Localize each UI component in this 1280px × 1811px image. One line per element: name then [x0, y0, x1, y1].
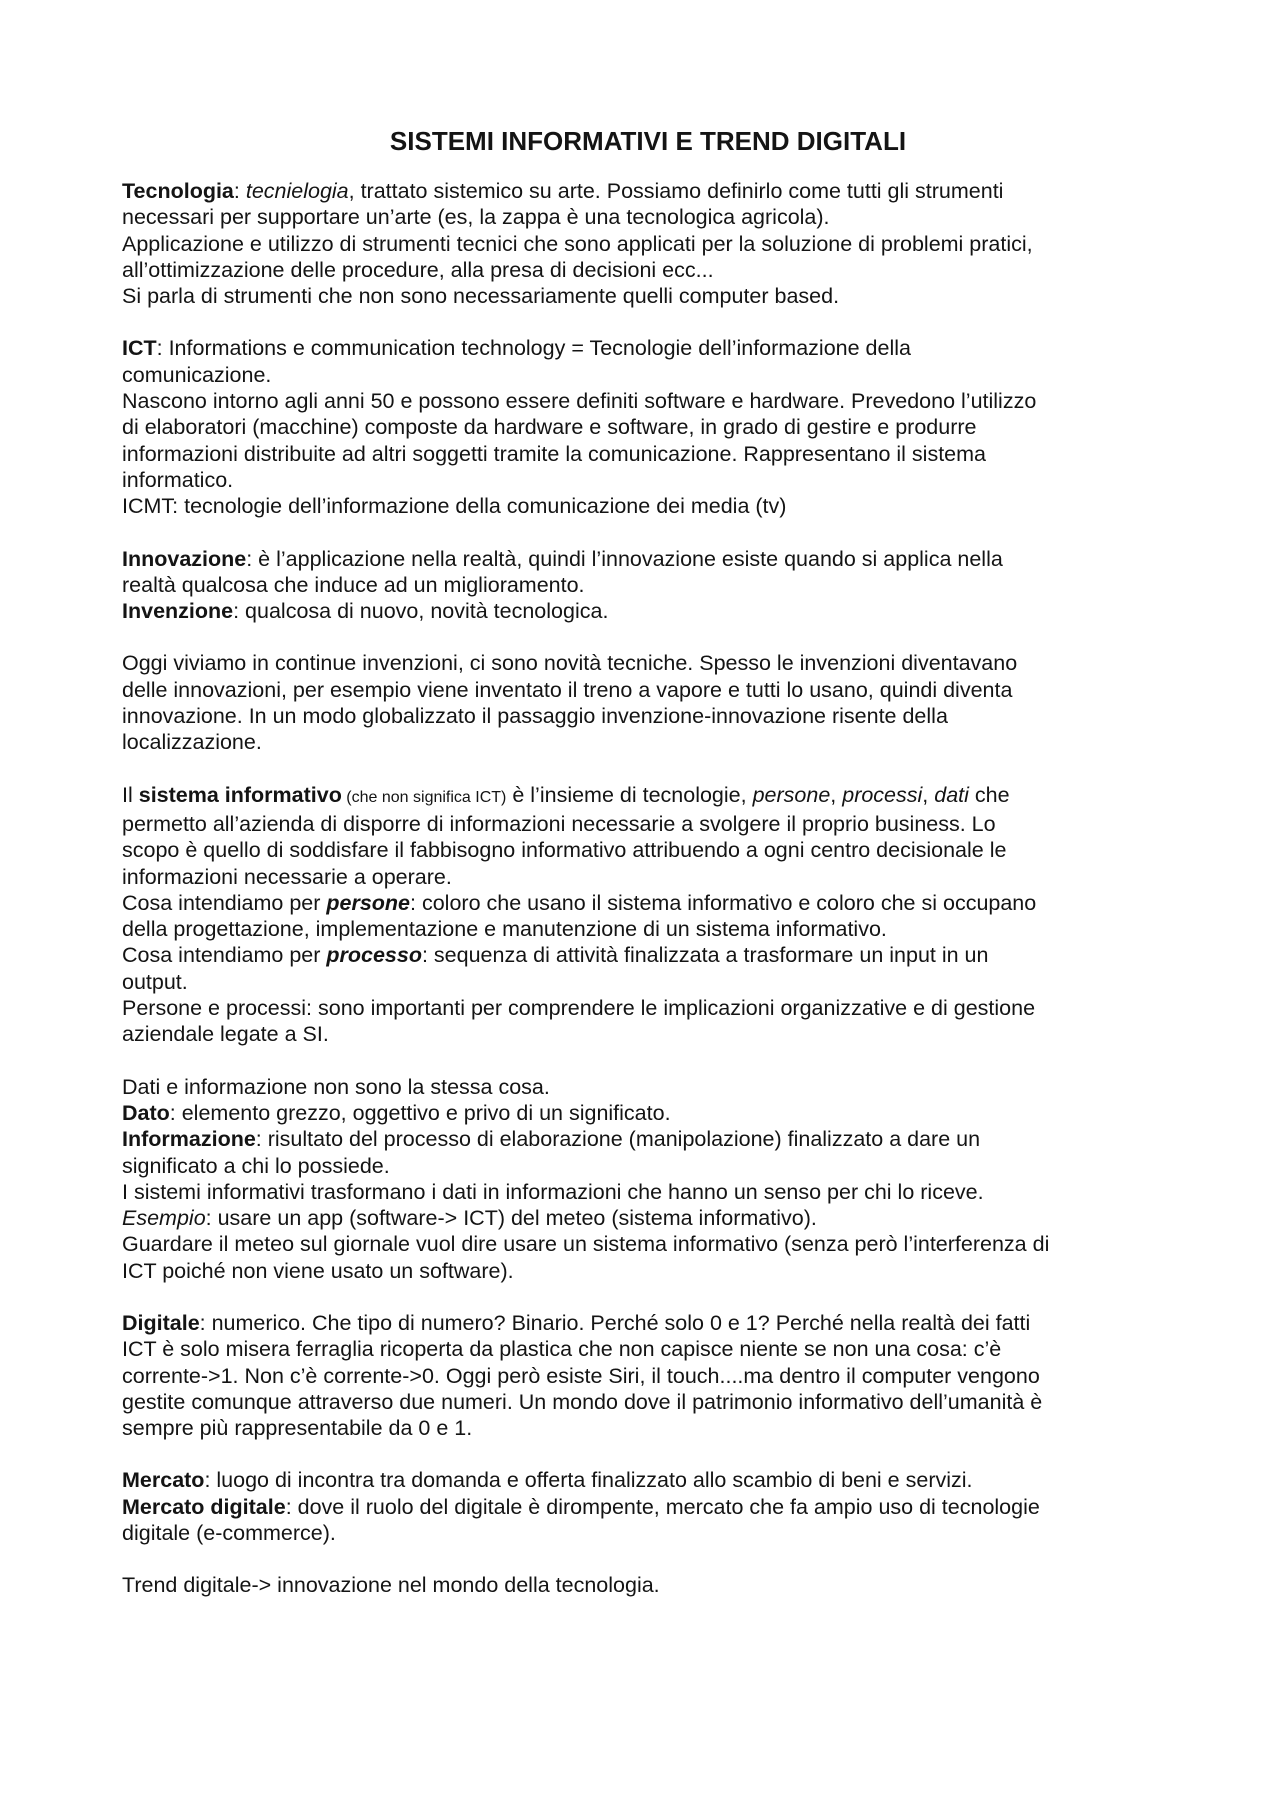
etymology-word: tecnielogia [245, 179, 349, 203]
paragraph-sistema-informativo [122, 782, 1162, 1048]
text-line: Nascono intorno agli anni 50 e possono essere definiti software e hardware. Prevedono l’utilizzo [122, 389, 1037, 414]
text-line: ICMT: tecnologie dell’informazione della comunicazione dei media (tv) [122, 494, 787, 519]
term-esempio: Esempio [122, 1206, 206, 1231]
italic-processi: processi [842, 782, 923, 807]
text-line: Applicazione e utilizzo di strumenti tecnici che sono applicati per la soluzione di problemi pratici, [122, 231, 1033, 256]
text-line: corrente->1. Non c’è corrente->0. Oggi però esiste Siri, il touch....ma dentro il computer vengono [122, 1363, 1040, 1388]
text-line: output. [122, 969, 188, 994]
text-line: di elaboratori (macchine) composte da hardware e software, in grado di gestire e produrre [122, 415, 977, 440]
text-line [122, 1467, 1162, 1493]
document-title: SISTEMI INFORMATIVI E TREND DIGITALI [389, 126, 907, 156]
text-line [122, 1205, 1162, 1231]
text-line: Oggi viviamo in continue invenzioni, ci sono novità tecniche. Spesso le invenzioni diventavano [122, 651, 1018, 676]
text-span: : dove il ruolo del digitale è dirompente, mercato che fa ampio uso di tecnologie [285, 1494, 1040, 1519]
term-mercato: Mercato [122, 1468, 205, 1493]
text-line [122, 890, 1162, 916]
text-line [122, 942, 1162, 968]
term-mercato-digitale: Mercato digitale [122, 1494, 286, 1519]
text-span: , trattato sistemico su arte. Possiamo definirlo come tutti gli strumenti [348, 179, 1004, 203]
text-line: I sistemi informativi trasformano i dati in informazioni che hanno un senso per chi lo riceve. [122, 1179, 984, 1204]
text-span: : [233, 179, 246, 203]
text-line: all’ottimizzazione delle procedure, alla presa di decisioni ecc... [122, 257, 714, 282]
text-line: della progettazione, implementazione e manutenzione di un sistema informativo. [122, 917, 887, 942]
text-line [122, 1126, 1162, 1152]
term-processo: processo [326, 943, 422, 968]
text-line [122, 598, 1162, 624]
text-span: , [922, 782, 935, 807]
text-line: Persone e processi: sono importanti per comprendere le implicazioni organizzative e di gestione [122, 996, 1036, 1021]
text-span: : numerico. Che tipo di numero? Binario. Perché solo 0 e 1? Perché nella realtà dei fatti [199, 1310, 1031, 1335]
text-line: delle innovazioni, per esempio viene inventato il treno a vapore e tutti lo usano, quindi diventa [122, 677, 1013, 702]
paragraph-innovazione [122, 546, 1162, 625]
text-span: è l’insieme di tecnologie, [506, 782, 753, 807]
italic-persone: persone [752, 782, 831, 807]
text-span: : è l’applicazione nella realtà, quindi l’innovazione esiste quando si applica nella [246, 546, 1003, 571]
text-line [122, 546, 1162, 572]
text-line: comunicazione. [122, 362, 272, 387]
text-line [122, 178, 1162, 204]
text-line [122, 1310, 1162, 1336]
text-line: localizzazione. [122, 730, 262, 755]
paragraph-oggi [122, 650, 1162, 755]
text-line: Trend digitale-> innovazione nel mondo della tecnologia. [122, 1573, 660, 1598]
text-line: significato a chi lo possiede. [122, 1153, 390, 1178]
term-ict: ICT [122, 336, 157, 361]
term-sistema-informativo: sistema informativo [138, 782, 342, 807]
paragraph-ict [122, 335, 1162, 519]
text-line [122, 335, 1162, 361]
text-line [122, 1494, 1162, 1520]
text-line: scopo è quello di soddisfare il fabbisogno informativo attribuendo a ogni centro decisionale le [122, 838, 1007, 863]
text-line: necessari per supportare un’arte (es, la zappa è una tecnologica agricola). [122, 205, 830, 230]
text-line: informazioni distribuite ad altri soggetti tramite la comunicazione. Rappresentano il sistema [122, 441, 986, 466]
text-line: Si parla di strumenti che non sono necessariamente quelli computer based. [122, 284, 840, 309]
term-persone: persone [326, 890, 411, 915]
text-span: : usare un app (software-> ICT) del meteo (sistema informativo). [205, 1206, 817, 1231]
term-dato: Dato [122, 1100, 170, 1125]
text-line: realtà qualcosa che induce ad un miglioramento. [122, 572, 585, 597]
term-innovazione: Innovazione [122, 546, 247, 571]
text-line: ICT poiché non viene usato un software). [122, 1258, 514, 1283]
term-informazione: Informazione [122, 1127, 256, 1152]
text-line: permetto all’azienda di disporre di informazioni necessarie a svolgere il proprio business. Lo [122, 811, 996, 836]
text-span: : qualcosa di nuovo, novità tecnologica. [233, 599, 609, 624]
paragraph-digitale [122, 1310, 1162, 1441]
text-span: : luogo di incontra tra domanda e offerta finalizzato allo scambio di beni e servizi. [204, 1468, 973, 1493]
text-span: : sequenza di attività finalizzata a trasformare un input in un [421, 943, 989, 968]
paragraph-mercato [122, 1467, 1162, 1546]
text-span: , [830, 782, 843, 807]
text-span: Il [122, 782, 139, 807]
text-line: informatico. [122, 467, 234, 492]
text-span: : coloro che usano il sistema informativo e coloro che si occupano [410, 890, 1037, 915]
text-line [122, 1100, 1162, 1126]
text-line: informazioni necessarie a operare. [122, 864, 452, 889]
text-line [122, 782, 1162, 811]
text-span: : Informations e communication technology = Tecnologie dell’informazione della [156, 336, 911, 361]
term-tecnologia: Tecnologia [122, 179, 234, 203]
text-line: innovazione. In un modo globalizzato il passaggio invenzione-innovazione risente della [122, 704, 948, 729]
paragraph-dati [122, 1074, 1162, 1284]
text-span: : elemento grezzo, oggettivo e privo di un significato. [169, 1100, 671, 1125]
small-note: (che non significa ICT) [341, 788, 507, 806]
paragraph-trend [122, 1572, 1162, 1598]
text-line: digitale (e-commerce). [122, 1521, 336, 1546]
text-line: sempre più rappresentabile da 0 e 1. [122, 1416, 473, 1441]
text-span: che [968, 782, 1010, 807]
text-span: : risultato del processo di elaborazione (manipolazione) finalizzato a dare un [255, 1127, 981, 1152]
text-line: ICT è solo misera ferraglia ricoperta da plastica che non capisce niente se non una cosa: c’è [122, 1337, 1002, 1362]
term-invenzione: Invenzione [122, 599, 234, 624]
text-span: Cosa intendiamo per [122, 943, 327, 968]
text-span: Cosa intendiamo per [122, 890, 327, 915]
text-line: aziendale legate a SI. [122, 1022, 329, 1047]
text-line: gestite comunque attraverso due numeri. Un mondo dove il patrimonio informativo dell’umanità è [122, 1389, 1043, 1414]
paragraph-tecnologia [122, 178, 1162, 309]
document-page [122, 124, 1162, 1625]
text-line: Guardare il meteo sul giornale vuol dire usare un sistema informativo (senza però l’interferenza di [122, 1232, 1050, 1257]
term-digitale: Digitale [122, 1310, 200, 1335]
text-line: Dati e informazione non sono la stessa cosa. [122, 1074, 550, 1099]
italic-dati: dati [934, 782, 969, 807]
